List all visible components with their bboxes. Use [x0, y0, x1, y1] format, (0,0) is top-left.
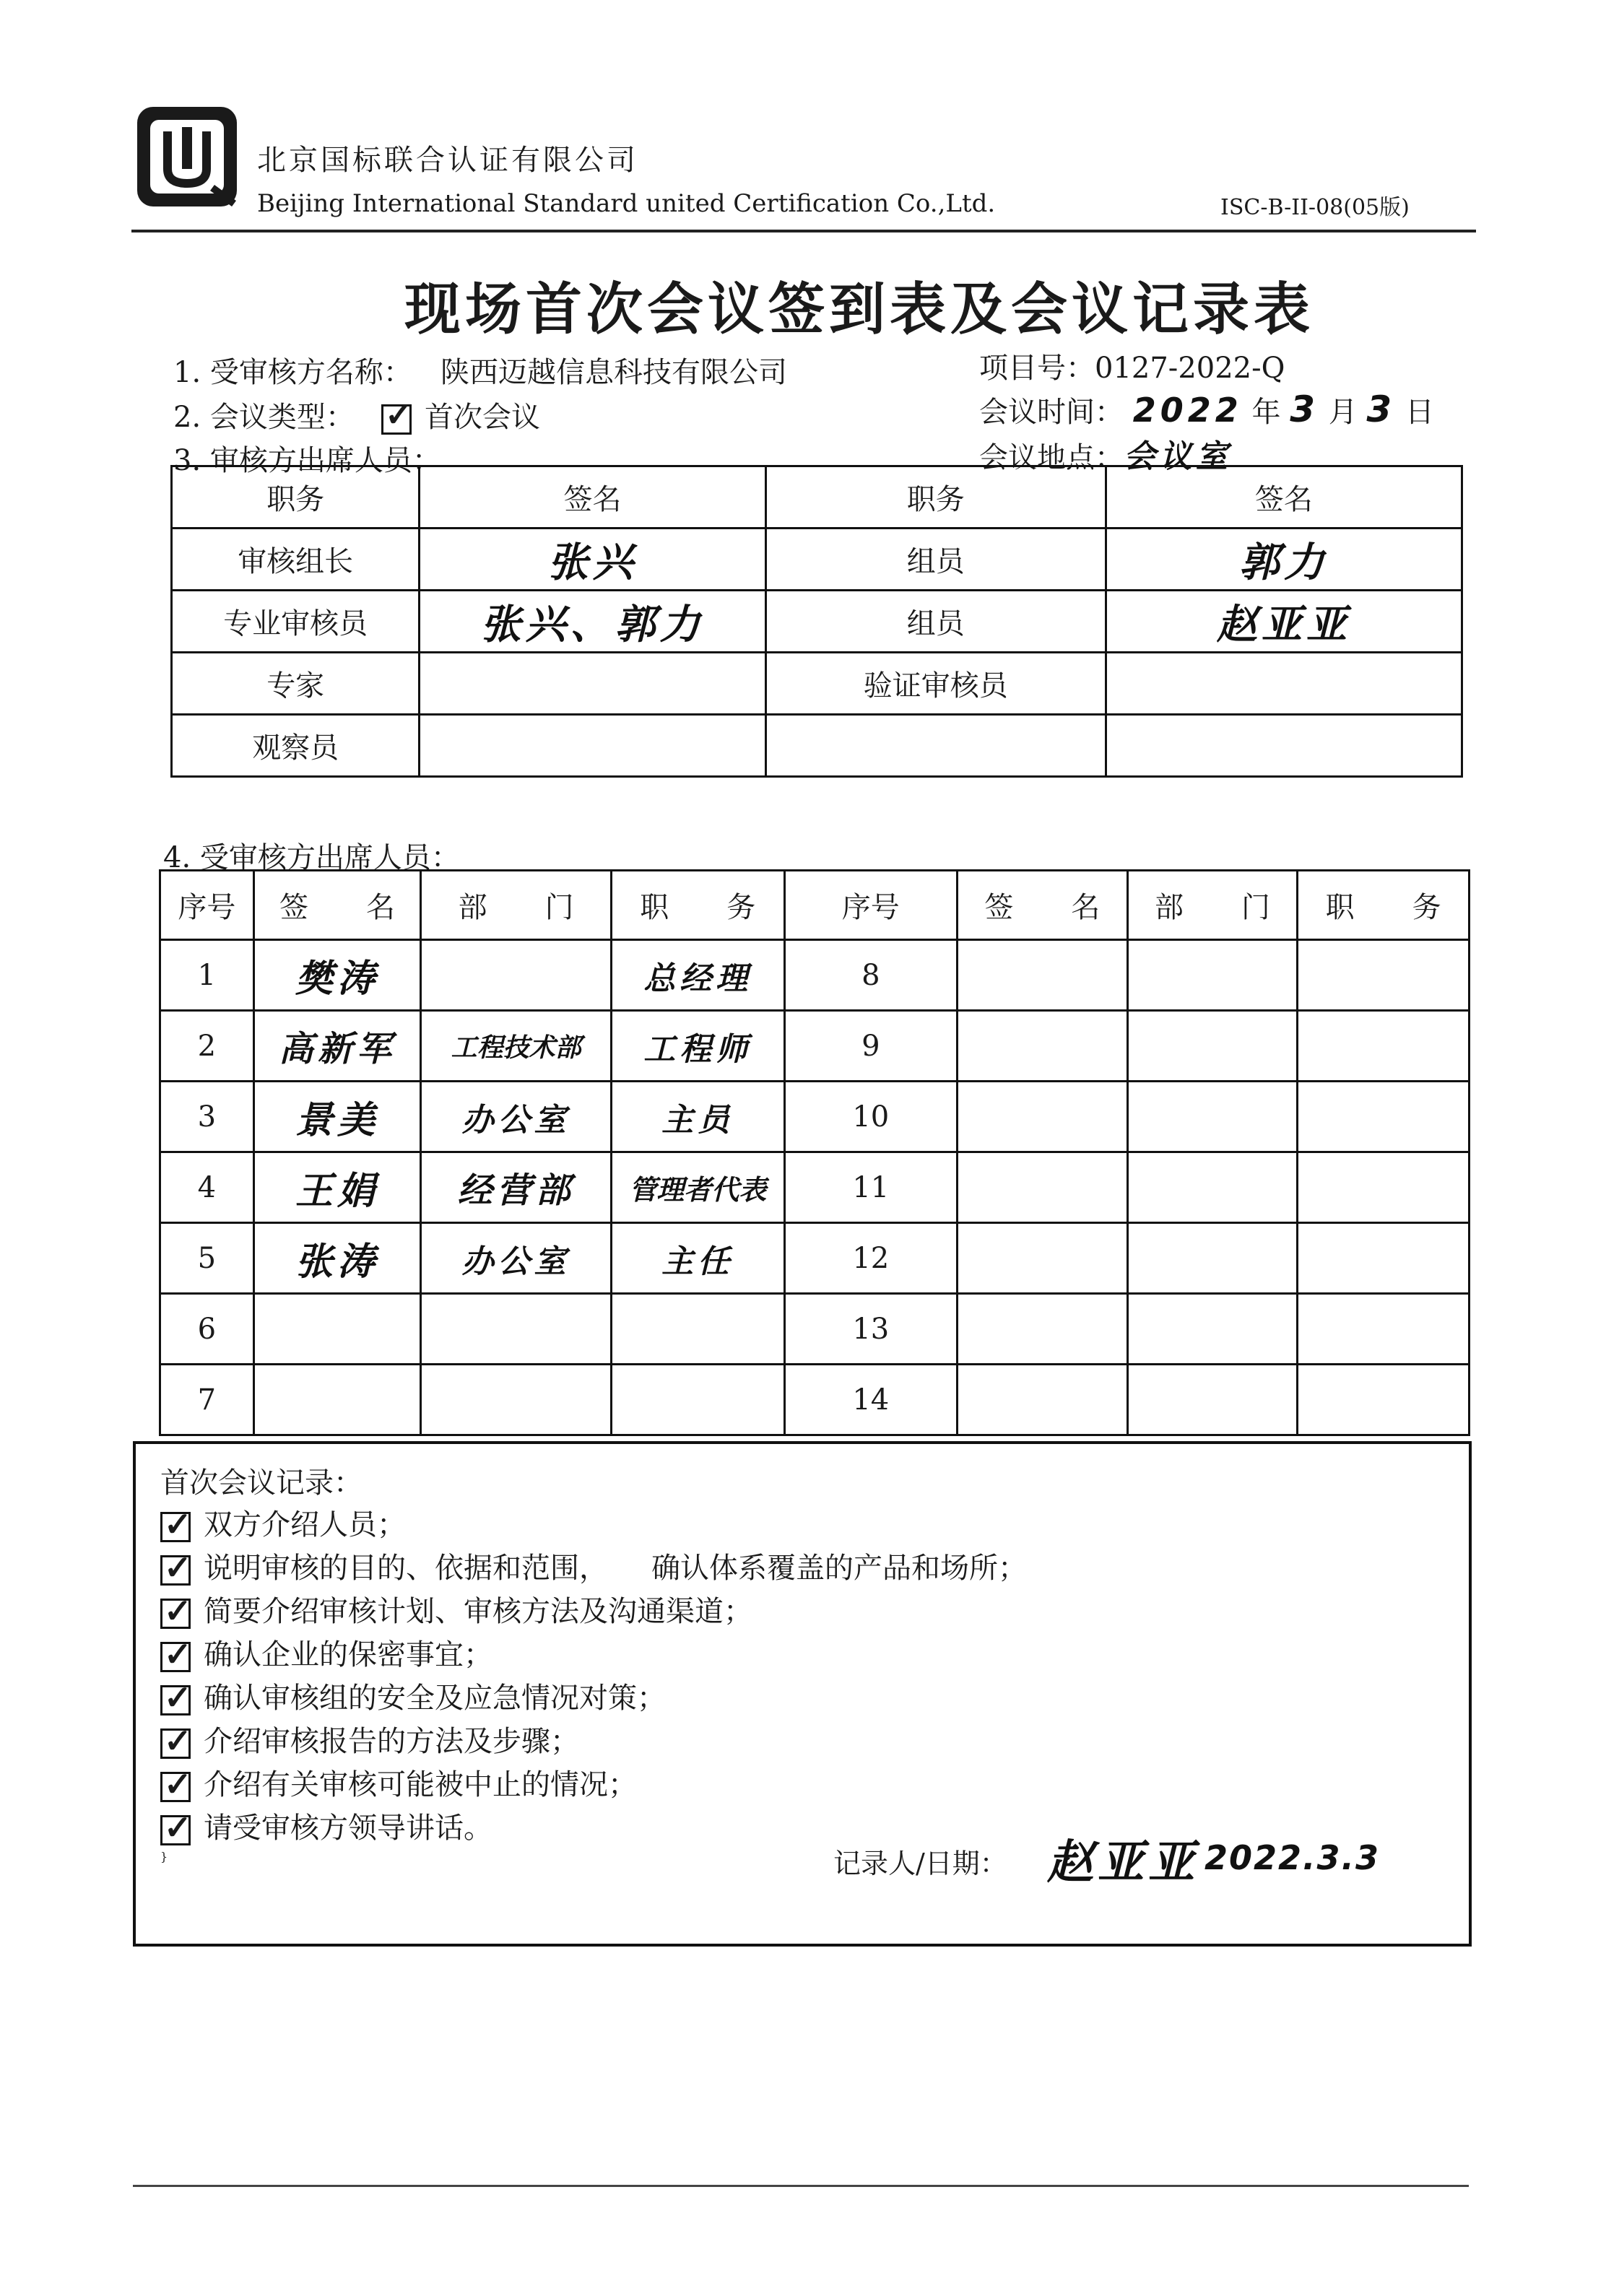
- table-row: [160, 940, 1470, 1011]
- auditee-attendees-label: 4. 受审核方出席人员：: [163, 841, 460, 874]
- signature-cell: [420, 653, 765, 715]
- auditee-label: 1. 受审核方名称：: [173, 356, 412, 389]
- place-label: 会议地点：会议室: [979, 438, 1232, 475]
- title-cell: [1298, 1294, 1470, 1365]
- dept-cell: [1127, 1223, 1298, 1294]
- row-no: 6: [160, 1294, 254, 1365]
- signature-cell: 景美: [253, 1082, 421, 1152]
- project-value: 0127-2022-Q: [1095, 352, 1285, 385]
- signature-cell: 张兴、郭力: [420, 591, 765, 653]
- checkbox-checked-icon: [160, 1555, 191, 1586]
- dept-cell: 工程技术部: [421, 1011, 612, 1082]
- signature-cell: [420, 715, 765, 777]
- role-cell: 专业审核员: [172, 591, 420, 653]
- checkbox-checked-icon: [160, 1772, 191, 1802]
- dept-cell: 办公室: [421, 1082, 612, 1152]
- meeting-type-label: 2. 会议类型：: [173, 401, 355, 434]
- audit-team-table: [170, 465, 1463, 778]
- doc-code: ISC-B-II-08(05版): [1220, 195, 1410, 220]
- header-sign: 签 名: [958, 871, 1128, 940]
- title-cell: [1298, 1152, 1470, 1223]
- signature-cell: [958, 1082, 1128, 1152]
- dept-cell: 办公室: [421, 1223, 612, 1294]
- header-rule: [131, 230, 1476, 232]
- title-cell: 主任: [611, 1223, 784, 1294]
- signature-cell: [1106, 715, 1462, 777]
- page-title: 现场首次会议签到表及会议记录表: [404, 277, 1315, 342]
- row-no: 11: [784, 1152, 957, 1223]
- checkbox-checked-icon: [160, 1599, 191, 1629]
- row-no: 5: [160, 1223, 254, 1294]
- row-no: 1: [160, 940, 254, 1011]
- recorder-label: 记录人/日期：: [833, 1848, 1007, 1879]
- record-item: ✓介绍有关审核可能被中止的情况；: [160, 1763, 1027, 1806]
- record-item: ✓确认审核组的安全及应急情况对策；: [160, 1677, 1027, 1720]
- title-cell: [1298, 1011, 1470, 1082]
- signature-cell: [958, 940, 1128, 1011]
- footer-rule: [133, 2185, 1469, 2187]
- signature-cell: 樊涛: [253, 940, 421, 1011]
- record-item: ✓说明审核的目的、依据和范围， 确认体系覆盖的产品和场所；: [160, 1547, 1027, 1590]
- title-cell: [1298, 1223, 1470, 1294]
- attendees-label: 3. 审核方出席人员：: [173, 444, 441, 477]
- record-items: ✓双方介绍人员； ✓说明审核的目的、依据和范围， 确认体系覆盖的产品和场所； ✓简要介绍审核计划、审核方法及沟通渠道； ✓确认企业的保密事宜； ✓确认审核组的安全及应急情况对策； ✓介绍审核报告的方法及步骤； ✓介绍有关审核可能被中止的情况； ✓请受审核方领导讲话。 }: [160, 1503, 1027, 1864]
- recorder-signature: 赵亚亚: [1047, 1836, 1199, 1890]
- header-role: 职务: [172, 466, 420, 529]
- signature-cell: 王娟: [253, 1152, 421, 1223]
- signature-cell: [958, 1294, 1128, 1365]
- signature-cell: 张涛: [253, 1223, 421, 1294]
- row-no: 9: [784, 1011, 957, 1082]
- header-title: 职 务: [1298, 871, 1470, 940]
- title-cell: [1298, 1082, 1470, 1152]
- row-no: 10: [784, 1082, 957, 1152]
- company-name-en: Beijing International Standard united Certification Co.,Ltd.: [257, 189, 996, 218]
- record-item: ✓简要介绍审核计划、审核方法及沟通渠道；: [160, 1590, 1027, 1633]
- header-no: 序号: [784, 871, 957, 940]
- row-no: 13: [784, 1294, 957, 1365]
- record-item: ✓双方介绍人员；: [160, 1503, 1027, 1547]
- signature-cell: [958, 1223, 1128, 1294]
- signature-cell: [1106, 653, 1462, 715]
- role-cell: [765, 715, 1106, 777]
- checkbox-checked-icon: [160, 1728, 191, 1759]
- auditee-value: 陕西迈越信息科技有限公司: [440, 356, 787, 389]
- checkbox-checked-icon: [160, 1642, 191, 1672]
- company-logo: [133, 103, 241, 211]
- table-row: [160, 1223, 1470, 1294]
- time-label: 会议时间： 2022 年 3 月 3 日: [979, 388, 1434, 430]
- signature-cell: 张兴: [420, 529, 765, 591]
- dept-cell: 经营部: [421, 1152, 612, 1223]
- auditee-attendees-table: [159, 869, 1470, 1436]
- time-day: 3: [1366, 388, 1397, 430]
- recorder-date: 2022.3.3: [1204, 1838, 1380, 1877]
- row-no: 12: [784, 1223, 957, 1294]
- row-no: 14: [784, 1365, 957, 1435]
- table-row: [160, 1152, 1470, 1223]
- dept-cell: [421, 1294, 612, 1365]
- role-cell: 专家: [172, 653, 420, 715]
- row-no: 2: [160, 1011, 254, 1082]
- title-cell: 工程师: [611, 1011, 784, 1082]
- role-cell: 审核组长: [172, 529, 420, 591]
- signature-cell: 赵亚亚: [1106, 591, 1462, 653]
- dept-cell: [1127, 1082, 1298, 1152]
- place-value: 会议室: [1124, 438, 1232, 475]
- record-item: ✓请受审核方领导讲话。: [160, 1806, 1027, 1850]
- dept-cell: [1127, 1011, 1298, 1082]
- record-item: ✓确认企业的保密事宜；: [160, 1633, 1027, 1677]
- title-cell: [611, 1294, 784, 1365]
- dept-cell: [421, 1365, 612, 1435]
- time-year: 2022: [1132, 391, 1243, 430]
- checkbox-checked-icon: [160, 1815, 191, 1845]
- dept-cell: [1127, 1294, 1298, 1365]
- signature-cell: [958, 1365, 1128, 1435]
- meeting-type-value: 首次会议: [425, 401, 540, 434]
- table-row: [160, 1082, 1470, 1152]
- role-cell: 观察员: [172, 715, 420, 777]
- table-row: [160, 1011, 1470, 1082]
- header-dept: 部 门: [1127, 871, 1298, 940]
- meeting-type-checkbox: [381, 394, 540, 435]
- role-cell: 组员: [765, 591, 1106, 653]
- title-cell: [1298, 940, 1470, 1011]
- row-no: 4: [160, 1152, 254, 1223]
- row-no: 7: [160, 1365, 254, 1435]
- record-item: ✓介绍审核报告的方法及步骤；: [160, 1720, 1027, 1763]
- dept-cell: [1127, 1152, 1298, 1223]
- title-cell: [1298, 1365, 1470, 1435]
- header-sign: 签名: [1106, 466, 1462, 529]
- dept-cell: [1127, 940, 1298, 1011]
- checkbox-checked-icon: [160, 1512, 191, 1542]
- title-cell: 主员: [611, 1082, 784, 1152]
- table-row: [160, 1365, 1470, 1435]
- checkbox-checked-icon: [160, 1685, 191, 1716]
- header-role: 职务: [765, 466, 1106, 529]
- signature-cell: [253, 1365, 421, 1435]
- title-cell: 管理者代表: [611, 1152, 784, 1223]
- title-cell: [611, 1365, 784, 1435]
- header-sign: 签 名: [253, 871, 421, 940]
- header-dept: 部 门: [421, 871, 612, 940]
- header-sign: 签名: [420, 466, 765, 529]
- signature-cell: [958, 1152, 1128, 1223]
- record-title: 首次会议记录：: [160, 1466, 363, 1500]
- header-no: 序号: [160, 871, 254, 940]
- dept-cell: [421, 940, 612, 1011]
- dept-cell: [1127, 1365, 1298, 1435]
- row-no: 3: [160, 1082, 254, 1152]
- meeting-record-box: [133, 1441, 1472, 1947]
- time-month: 3: [1290, 388, 1319, 430]
- project-label: 项目号：0127-2022-Q: [979, 352, 1285, 385]
- title-cell: 总经理: [611, 940, 784, 1011]
- company-name-cn: 北京国标联合认证有限公司: [257, 144, 638, 177]
- role-cell: 验证审核员: [765, 653, 1106, 715]
- signature-cell: [253, 1294, 421, 1365]
- row-no: 8: [784, 940, 957, 1011]
- signature-cell: 郭力: [1106, 529, 1462, 591]
- role-cell: 组员: [765, 529, 1106, 591]
- signature-cell: [958, 1011, 1128, 1082]
- signature-cell: 高新军: [253, 1011, 421, 1082]
- table-row: [160, 1294, 1470, 1365]
- header-title: 职 务: [611, 871, 784, 940]
